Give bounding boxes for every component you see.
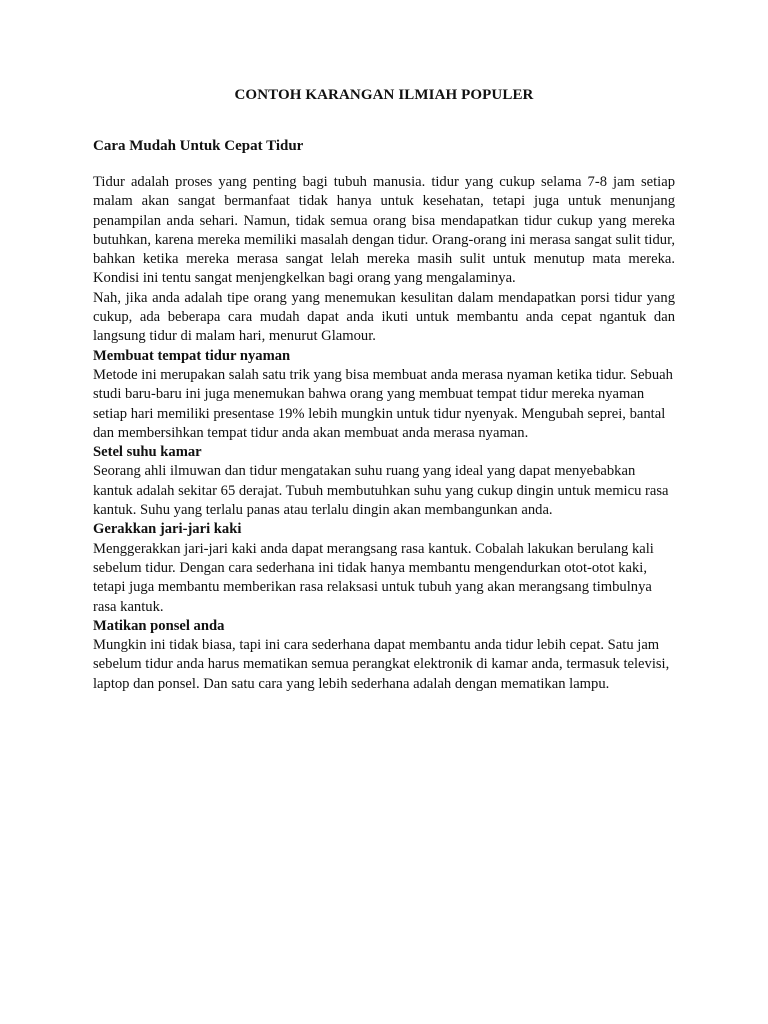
section-text-jari-kaki: Menggerakkan jari-jari kaki anda dapat merangsang rasa kantuk. Cobalah lakukan berulang kali sebelum tidur. Dengan cara sederhana ini tidak hanya membantu mengendurkan otot-otot kaki, tetapi juga membantu memberikan rasa relaksasi untuk tubuh yang akan merangsang timbulnya rasa kantuk.: [93, 540, 654, 615]
section-text-ponsel: Mungkin ini tidak biasa, tapi ini cara sederhana dapat membantu anda tidur lebih cepat. Satu jam sebelum tidur anda harus mematikan semua perangkat elektronik di kamar anda, termasuk televisi, laptop dan ponsel. Dan satu cara yang lebih sederhana adalah dengan mematikan lampu.: [93, 637, 670, 692]
document-title: CONTOH KARANGAN ILMIAH POPULER: [234, 87, 534, 103]
section-text-tempat-tidur: Metode ini merupakan salah satu trik yang bisa membuat anda merasa nyaman ketika tidur. Sebuah studi baru-baru ini juga menemukan bahwa orang yang membuat tempat tidur mereka nyaman setiap hari memiliki presentase 19% lebih mungkin untuk tidur nyenyak. Mengubah seprei, bantal dan membersihkan tempat tidur anda akan membuat anda merasa nyaman.: [93, 366, 673, 441]
document-page: [93, 86, 675, 694]
document-subtitle: Cara Mudah Untuk Cepat Tidur: [93, 138, 304, 154]
section-heading-ponsel: Matikan ponsel anda: [93, 617, 225, 634]
section-heading-suhu-kamar: Setel suhu kamar: [93, 444, 202, 461]
section-heading-jari-kaki: Gerakkan jari-jari kaki: [93, 521, 242, 538]
section-heading-tempat-tidur: Membuat tempat tidur nyaman: [93, 347, 291, 364]
intro-paragraph-1: Tidur adalah proses yang penting bagi tubuh manusia. tidur yang cukup selama 7-8 jam setiap malam akan sangat bermanfaat tidak hanya untuk kesehatan, tetapi juga untuk menunjang penampilan anda sehari. Namun, tidak semua orang bisa mendapatkan tidur cukup yang mereka butuhkan, karena mereka memiliki masalah dengan tidur. Orang-orang ini merasa sangat sulit tidur, bahkan ketika mereka merasa sangat lelah mereka masih sulit untuk menutup mata mereka. Kondisi ini tentu sangat menjengkelkan bagi orang yang mengalaminya.: [93, 174, 675, 287]
intro-paragraph-2: Nah, jika anda adalah tipe orang yang menemukan kesulitan dalam mendapatkan porsi tidur yang cukup, ada beberapa cara mudah dapat anda ikuti untuk membantu anda cepat ngantuk dan langsung tidur di malam hari, menurut Glamour.: [93, 289, 675, 345]
section-text-suhu-kamar: Seorang ahli ilmuwan dan tidur mengatakan suhu ruang yang ideal yang dapat menyebabkan kantuk adalah sekitar 65 derajat. Tubuh membutuhkan suhu yang cukup dingin untuk memicu rasa kantuk. Suhu yang terlalu panas atau terlalu dingin akan membangunkan anda.: [93, 463, 669, 519]
